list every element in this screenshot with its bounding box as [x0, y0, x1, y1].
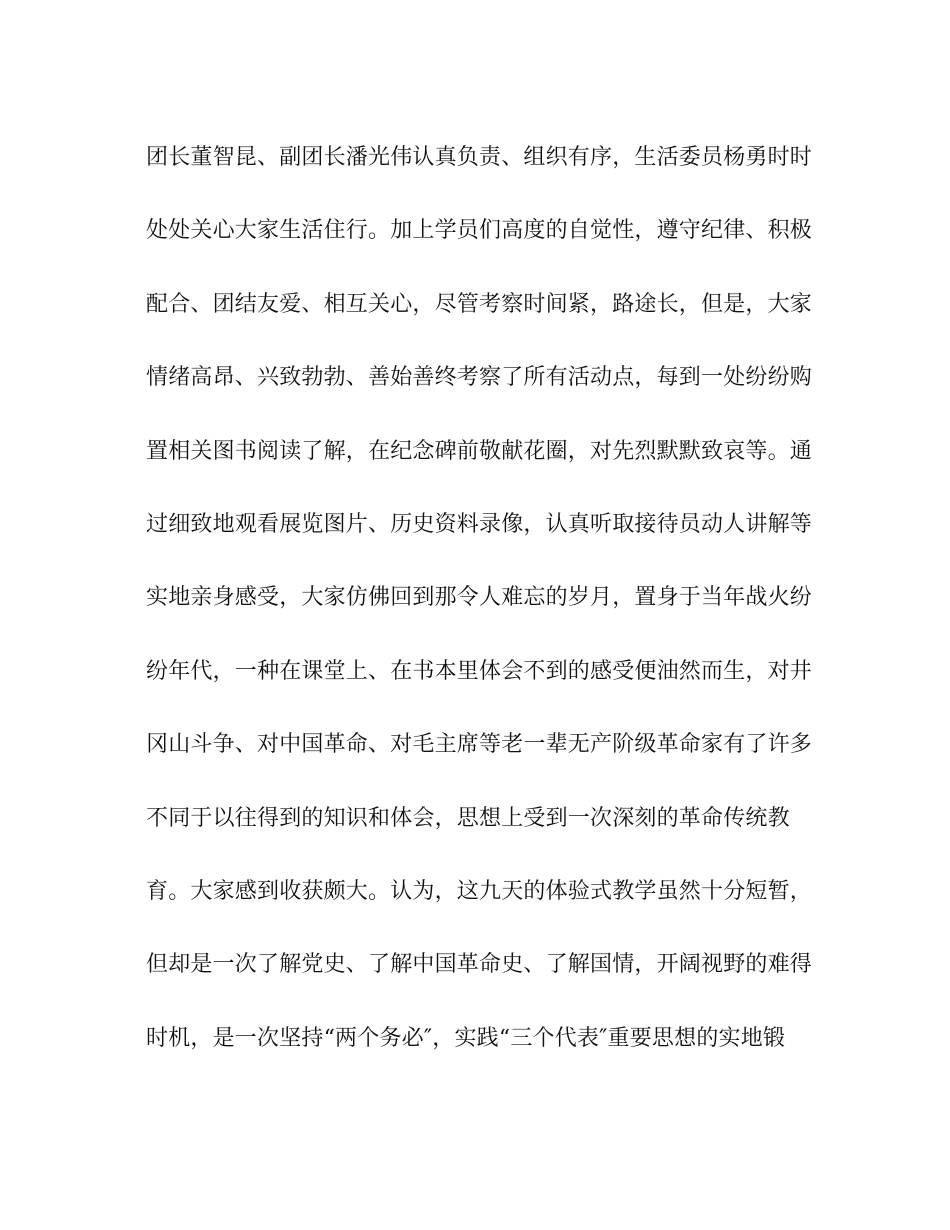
- text-line-7: 实地亲身感受，大家仿佛回到那令人难忘的岁月，置身于当年战火纷: [146, 585, 813, 611]
- text-line-8: 纷年代，一种在课堂上、在书本里体会不到的感受便油然而生，对井: [146, 658, 813, 684]
- text-line-2: 处处关心大家生活住行。加上学员们高度的自觉性，遵守纪律、积极: [146, 218, 813, 244]
- text-line-9: 冈山斗争、对中国革命、对毛主席等老一辈无产阶级革命家有了许多: [146, 732, 813, 758]
- text-line-12: 但却是一次了解党史、了解中国革命史、了解国情，开阔视野的难得: [146, 952, 813, 978]
- text-line-11: 育。大家感到收获颇大。认为，这九天的体验式教学虽然十分短暂，: [146, 878, 813, 904]
- text-line-6: 过细致地观看展览图片、历史资料录像，认真听取接待员动人讲解等: [146, 511, 813, 537]
- text-line-13: 时机，是一次坚持“两个务必″，实践“三个代表″重要思想的实地锻: [146, 1025, 786, 1051]
- text-line-3: 配合、团结友爱、相互关心，尽管考察时间紧，路途长，但是，大家: [146, 291, 813, 317]
- body-paragraph: [146, 138, 813, 1092]
- text-line-4: 情绪高昂、兴致勃勃、善始善终考察了所有活动点，每到一处纷纷购: [146, 365, 813, 391]
- text-line-5: 置相关图书阅读了解，在纪念碑前敬献花圈，对先烈默默致哀等。通: [146, 438, 813, 464]
- text-line-10: 不同于以往得到的知识和体会，思想上受到一次深刻的革命传统教: [146, 805, 790, 831]
- text-line-1: 团长董智昆、副团长潘光伟认真负责、组织有序，生活委员杨勇时时: [146, 145, 813, 170]
